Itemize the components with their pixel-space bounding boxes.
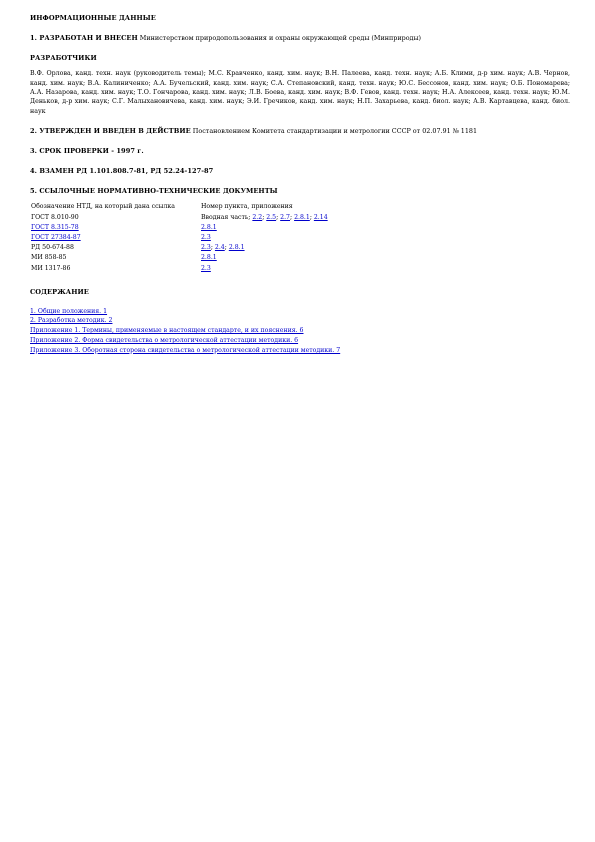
contents-link[interactable]: Приложение 3. Оборотная сторона свидетельства о метрологической аттестации методики. 7 bbox=[30, 346, 341, 354]
contents-item[interactable] bbox=[30, 316, 570, 326]
table-row bbox=[31, 213, 328, 223]
section-1-head: 1. РАЗРАБОТАН И ВНЕСЕН bbox=[30, 34, 138, 42]
references-col2-header: Номер пункта, приложения bbox=[201, 203, 293, 211]
reference-document: МИ 858-85 bbox=[31, 254, 67, 262]
section-1 bbox=[30, 34, 570, 43]
table-row bbox=[31, 253, 328, 263]
reference-point-link[interactable]: 2.3 bbox=[201, 264, 211, 272]
section-1-text: Министерством природопользования и охраны окружающей среды (Минприроды) bbox=[139, 34, 422, 42]
reference-points-prefix: Вводная часть; bbox=[201, 213, 253, 221]
reference-document: ГОСТ 8.010-90 bbox=[31, 213, 79, 221]
contents-link[interactable]: 1. Общие положения. 1 bbox=[30, 307, 108, 315]
section-5: 5. ССЫЛОЧНЫЕ НОРМАТИВНО-ТЕХНИЧЕСКИЕ ДОКУМЕНТЫ bbox=[30, 187, 278, 196]
table-row bbox=[31, 243, 328, 253]
reference-document[interactable] bbox=[31, 233, 201, 243]
reference-point-link[interactable]: 2.3 bbox=[201, 233, 211, 241]
reference-point-link[interactable]: 2.8.1 bbox=[294, 213, 310, 221]
reference-point-link[interactable]: 2.5 bbox=[266, 213, 277, 221]
table-row bbox=[31, 223, 328, 233]
contents-item[interactable] bbox=[30, 307, 570, 317]
section-3: 3. СРОК ПРОВЕРКИ - 1997 г. bbox=[30, 147, 144, 156]
table-row bbox=[31, 233, 328, 243]
reference-point-link[interactable]: 2.3 bbox=[201, 244, 211, 252]
references-table bbox=[31, 202, 328, 273]
contents-item[interactable] bbox=[30, 336, 570, 346]
contents-link[interactable]: Приложение 1. Термины, применяемые в настоящем стандарте, и их пояснения. 6 bbox=[30, 327, 304, 335]
section-2-text: Постановлением Комитета стандартизации и метрологии СССР от 02.07.91 № 1181 bbox=[192, 126, 478, 135]
contents-link[interactable]: 2. Разработка методик. 2 bbox=[30, 317, 113, 325]
contents-item[interactable] bbox=[30, 346, 570, 356]
section-2 bbox=[30, 127, 570, 136]
reference-point-link[interactable]: 2.8.1 bbox=[228, 244, 245, 252]
reference-document-link[interactable]: ГОСТ 8.315-78 bbox=[31, 223, 79, 231]
contents-heading: СОДЕРЖАНИЕ bbox=[30, 287, 89, 296]
reference-points bbox=[201, 223, 328, 233]
references-header-row bbox=[31, 202, 328, 212]
reference-point-link[interactable]: 2.8.1 bbox=[201, 223, 217, 231]
references-col1-header: Обозначение НТД, на который дана ссылка bbox=[31, 203, 175, 211]
reference-document-link[interactable]: ГОСТ 27384-87 bbox=[31, 233, 81, 241]
table-row bbox=[31, 264, 328, 274]
reference-points bbox=[201, 233, 328, 243]
developers-heading: РАЗРАБОТЧИКИ bbox=[30, 54, 97, 63]
developers-list: В.Ф. Орлова, канд. техн. наук (руководитель темы); М.С. Кравченко, канд. хим. наук; В.Н. Палеева, канд. техн. наук; А.Б. Клими, д-р хим. наук; А.В. Чернов, канд. хим. наук; В.А. Калиниченко; А.А. Бучельский, канд. хим. наук; С.А. Степановский, канд. техн. наук; Ю.С. Бессонов, канд. хим. наук; О.Б. Пономарева; А.А. Назарова, канд. хим. наук; Т.О. Гончарова, канд. хим. наук; Л.В. Боева, канд. хим. наук; В.Ф. Гевов, канд. техн. наук; Н.А. Алексеев, канд. техн. наук; Ю.М. Деньков, д-р хим. наук; С.Г. Малыхановичева, канд. хим. наук; Э.И. Гречиков, канд. хим. наук; Н.П. Захарьева, канд. биол. наук; А.В. Картавцева, канд. биол. наук bbox=[30, 70, 570, 115]
contents-list bbox=[30, 307, 570, 356]
reference-point-link[interactable]: 2.4 bbox=[214, 244, 225, 252]
section-2-head: 2. УТВЕРЖДЕН И ВВЕДЕН В ДЕЙСТВИЕ bbox=[30, 126, 191, 135]
contents-item[interactable] bbox=[30, 326, 570, 336]
reference-point-link[interactable]: 2.2 bbox=[252, 213, 263, 221]
reference-point-link[interactable]: 2.8.1 bbox=[201, 254, 217, 262]
reference-document: МИ 1317-86 bbox=[31, 264, 71, 272]
reference-points: 2.3; 2.4; 2.8.1 bbox=[201, 244, 245, 252]
reference-document[interactable] bbox=[31, 223, 201, 233]
document-title: ИНФОРМАЦИОННЫЕ ДАННЫЕ bbox=[30, 14, 156, 22]
reference-points bbox=[201, 253, 328, 263]
section-4: 4. ВЗАМЕН РД 1.101.808.7-81, РД 52.24-127-87 bbox=[30, 167, 214, 176]
reference-point-link[interactable]: 2.14 bbox=[313, 213, 328, 221]
contents-link[interactable]: Приложение 2. Форма свидетельства о метрологической аттестации методики. 6 bbox=[30, 336, 299, 344]
reference-points bbox=[201, 264, 328, 274]
reference-point-link[interactable]: 2.7 bbox=[280, 213, 290, 221]
reference-document: РД 50-674-88 bbox=[31, 244, 74, 252]
document-page bbox=[30, 14, 570, 355]
reference-points: Вводная часть; 2.2; 2.5; 2.7; 2.8.1; 2.14 bbox=[201, 213, 328, 221]
